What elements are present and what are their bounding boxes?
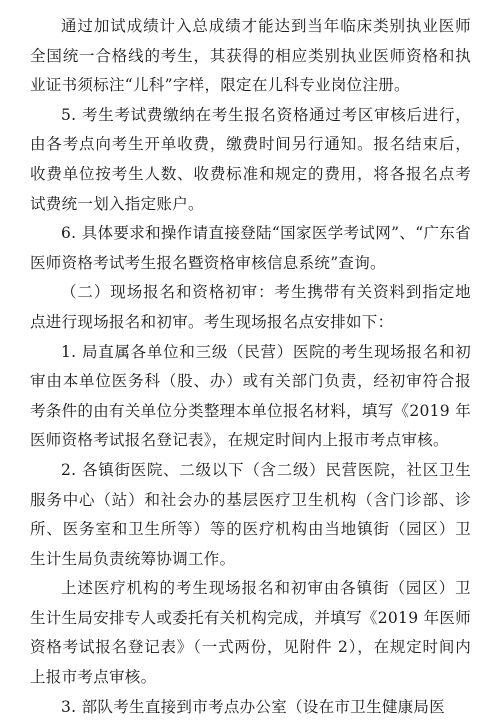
paragraph-direct-units: 1. 局直属各单位和三级（民营）医院的考生现场报名和初审由本单位医务科（股、办）或有关部门负责，经初审符合报考条件的由有关单位分类整理本单位报名材料，填写《2019 年医师资格考试报名登记表》，在规定时间内上报市考点审核。 xyxy=(30,342,471,450)
paragraph-onsite-registration: （二）现场报名和资格初审：考生携带有关资料到指定地点进行现场报名和初审。考生现场报名点安排如下： xyxy=(30,283,471,331)
paragraph-pediatric-restriction: 通过加试成绩计入总成绩才能达到当年临床类别执业医师全国统一合格线的考生，其获得的相应类别执业医师资格和执业证书须标注“儿科”字样，限定在儿科专业岗位注册。 xyxy=(30,17,471,95)
paragraph-military-candidates: 3. 部队考生直接到市考点办公室（设在市卫生健康局医 xyxy=(61,697,446,716)
paragraph-medical-institutions: 上述医疗机构的考生现场报名和初审由各镇街（园区）卫生计生局安排专人或委托有关机构完成，并填写《2019 年医师资格考试报名登记表》（一式两份，见附件 2），在规定时间内上报市考点审核。 xyxy=(30,579,471,687)
paragraph-exam-fee: 5. 考生考试费缴纳在考生报名资格通过考区审核后进行，由各考点向考生开单收费，缴费时间另行通知。报名结束后，收费单位按考生人数、收费标准和规定的费用，将各报名点考试费统一划入指定账户。 xyxy=(30,105,471,213)
paragraph-town-hospitals: 2. 各镇街医院、二级以下（含二级）民营医院，社区卫生服务中心（站）和社会办的基层医疗卫生机构（含门诊部、诊所、医务室和卫生所等）等的医疗机构由当地镇街（园区）卫生计生局负责统筹协调工作。 xyxy=(30,460,471,568)
paragraph-requirements-website: 6. 具体要求和操作请直接登陆“国家医学考试网”、“广东省医师资格考试考生报名暨资格审核信息系统”查询。 xyxy=(30,224,471,272)
